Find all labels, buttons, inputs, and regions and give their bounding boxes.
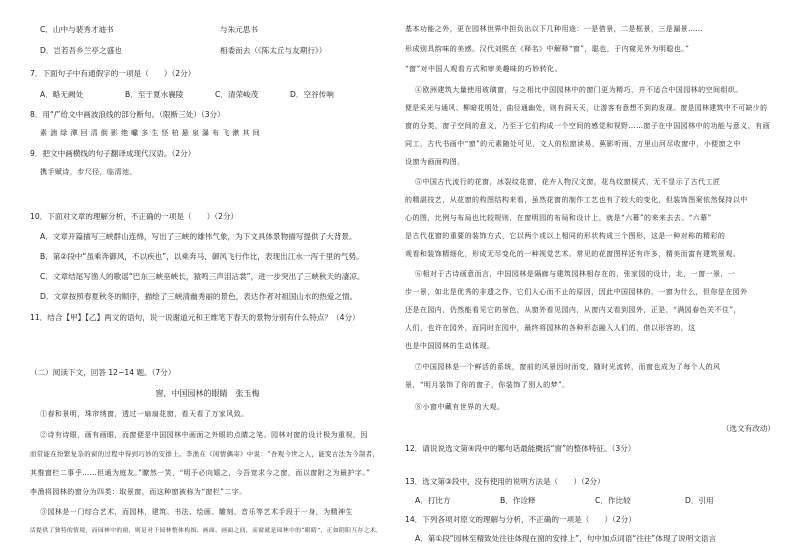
q10-option-c: C．文章结尾写渔人的歌谣“巴东三峡巫峡长，猿鸣三声泪沾裳”，进一步突出了三峡秋天的凄凉。 — [40, 272, 365, 281]
paragraph-2-line: ②诗有诗眼，画有画眼，而窗便是中国园林中画面之外眼的点睛之笔。园林对窗的设计极为重视，因 — [40, 431, 368, 439]
q10-option-b: B．第②段中“虽乘奔御风，不以疾也”，以乘奔马、御风飞行作比，表现出江水一泻千里的气势。 — [40, 252, 364, 261]
paragraph-4-line: 便是采光与通风、柳暗花明处，曲径通幽处，则有洞天天，让游客有意想不到的发现。窗是园林建筑中不可缺少的 — [405, 104, 768, 112]
q9-sentence: 携手赋诗，步尺径，临清池。 — [40, 168, 137, 176]
q10-option-a: A．文章开篇描写三峡群山连绵，写出了三峡的雄伟气象，为下文具体景物描写提供了大背景。 — [40, 232, 357, 241]
q8-passage: 素 湍 绿 潭 回 清 倒 影 绝 巘 多 生 怪 柏 悬 泉 瀑 布 飞 漱 其 间 — [40, 129, 261, 137]
q13-option-a: A．打比方 — [415, 496, 451, 505]
paragraph-1: ①春和景明，珠帘绣窗，透过一扇扇花窗，看天看了万家风致。 — [40, 410, 249, 418]
section-heading: （二）阅读下文，回答 12~14 题。（7分） — [30, 368, 176, 377]
paragraph-3-line: ③园林是一门综合艺术，而园林，建筑、书法、绘画、雕刻、音乐等艺术手段于一身，为精神生 — [40, 508, 353, 516]
paragraph-7-line: 景，“明月装饰了你的窗子，你装饰了别人的梦”。 — [405, 381, 570, 389]
q10-option-d: D．文章按照春夏秋冬的顺序，描绘了三峡清幽秀丽的景色，表达作者对祖国山水的热爱之情。 — [40, 292, 358, 301]
paragraph-4-line: 同工，古代书画中“窗”的元素随处可见，文人的松窗读易，蕉影听雨，万里山河尽收窗中，小便窗之中 — [405, 140, 741, 148]
q6-option-d: D．岂若吾乡兰亭之盛也 — [40, 46, 122, 55]
paragraph-6-line: 也是中国园林的生动体现。 — [405, 342, 495, 350]
q7-stem: 7．下面句子中有通假字的一项是（ ）（2分） — [30, 69, 196, 78]
paragraph-3-cont: 基本功能之外，更在园林世界中担负出以下几种用途：一是借景，二是框景，三是漏景…… — [405, 25, 703, 33]
q6-option-c-pair: 与朱元思书 — [220, 25, 258, 34]
paragraph-6-line: 步一景，如北是优秀的非遗之作，它们人心而不止的原因，因此中国园林的，一窗为什么，但你是在园外 — [405, 288, 748, 296]
paragraph-4-line: 窗的分类，窗子空间的意义，乃至于它们构成一个空间的感觉和视野……窗子在中国园林中的功能与意义，有画 — [405, 122, 771, 130]
q10-stem: 10．下面对文章的理解分析，不正确的一项是（ ）（2分） — [30, 212, 239, 221]
q6-option-c: C．山中与裴秀才迪书 — [40, 25, 114, 34]
paragraph-5-line: ⑤中国古代流行的花窗，冰裂纹花窗，花卉人物汉文窗，花鸟纹窗棂式，无不显示了古代工匠 — [415, 178, 721, 186]
paragraph-5-line: 观看和装饰精细化，形成无尽变化的一种视觉艺术。常见的花窗图样还有许多，精美而富有建筑景观。 — [405, 250, 741, 258]
q14-option-a: A．第①段“园林至精致处往往体现在窗的安排上”，句中加点词语“往往”体现了说明文语言 — [415, 534, 717, 543]
q13-option-c: C．作比较 — [595, 496, 631, 505]
q11-stem: 11．结合【甲】【乙】两文的语句，说一说谢道元和王维笔下春天的景物分别有什么特点？（4分） — [30, 313, 360, 322]
q14-stem: 14．下列各项对原文的理解与分析，不正确的一项是（ ）（2分） — [405, 515, 636, 524]
q13-option-d: D．引用 — [685, 496, 714, 505]
paragraph-2-line: 李渔将园林的窗分为四类：取景窗，而这种窗被称为“窗栏”二字。 — [30, 488, 247, 496]
paragraph-4-line: ④欧洲建筑大量使用玻璃窗，与之相比中国园林中的窗门更为精巧，并不适合中国园林的空间组织。 — [415, 86, 743, 94]
paragraph-5-line: 的精湛技艺，从花窗的构图结构来看，虽然花窗的制作工艺也有了较大的变化，但装饰图案依然保持以中 — [405, 196, 748, 204]
q8-stem: 8．用“/”给文中画波浪线的部分断句。（限断三处）（3分） — [30, 110, 225, 119]
q9-stem: 9．把文中画横线的句子翻译成现代汉语。（2分） — [30, 149, 196, 158]
paragraph-6-line: 人们，也许在园外，而同时在园中，最终将园林的各种形态融入人们的，借以形容的，这 — [405, 324, 696, 332]
article-title: 窗，中国园林的眼睛 张玉梅 — [155, 389, 260, 398]
paragraph-4-line: 设窗为画面构图。 — [405, 158, 465, 166]
paragraph-8: ⑧小窗中藏有世界的大观。 — [415, 403, 505, 411]
paragraph-3-cont: “窗”对中国人观看方式和审美趣味的巧妙转化。 — [405, 65, 563, 73]
paragraph-2-line: 其惟窗栏二事乎……但通为庭友。”瞭然一笑，“明予必向嬉之，今吾宽求今之窗，而以窗附之为最护字。” — [30, 469, 371, 477]
paragraph-5-line: 是古代花窗的重要的装饰方式，它以两个或以上相同的形状构成三个图形，这是一种对称的精彩的 — [405, 232, 726, 240]
paragraph-3-cont: 形成别具韵味的美感。汉代刘熙在《释名》中解释“窗”，聪也，于内窥见外为明聪也。” — [405, 45, 690, 53]
q12-stem: 12．请说说选文第④段中的哪句话最能概括“窗”的整体特征。（3分） — [405, 444, 636, 453]
paragraph-2-line: 而常能在纷繁复杂的窗的过程中得到巧妙的安排上。李渔在《闲情偶寄》中说：“吾观今世之人，能变古法为今制者， — [30, 451, 380, 458]
q13-stem: 13．选文第③段中，没有使用的说明方法是（ ）（2分） — [405, 477, 605, 486]
paragraph-6-line: 还是在园内，仍然能看见它的景色，从窗外看见园内，从窗内又看到园外，正是，“满园春色关不住”， — [405, 306, 741, 314]
paragraph-5-line: 心的图，比例与布局也比较规则，在窗明园的布局和设计上，就是“六幕”的来来去去。“六幕” — [405, 214, 712, 222]
paragraph-7-line: ⑦中国园林是一个鲜活的系统，窗前的风景因时而变，随时光流转，而窗也成为了每个人的风 — [415, 363, 721, 371]
paragraph-6-line: ⑥相对于古诗画意而言，中国园林是隔廊与建筑园林相存在的，张家园的设计，北，一窗一景，一 — [415, 270, 736, 278]
q7-option-d: D．空谷传响 — [290, 90, 334, 99]
q7-option-b: B．至于夏水襄陵 — [125, 90, 184, 99]
q6-option-d-pair: 相委而去（《陈太丘与友期行》） — [220, 46, 327, 55]
paragraph-3-line: 活提供了独特的情境，而园林中的窗，则是对于园林整体构图、画面、画面之间，而窗就是园林中的“眼睛”，正如阴阳互存之术。 — [30, 528, 383, 534]
source-note: （选文有改动） — [721, 424, 775, 433]
q13-option-b: B．作诠释 — [500, 496, 536, 505]
q7-option-a: A．略无阙处 — [40, 90, 84, 99]
q7-option-c: C．清荣峻茂 — [215, 90, 259, 99]
